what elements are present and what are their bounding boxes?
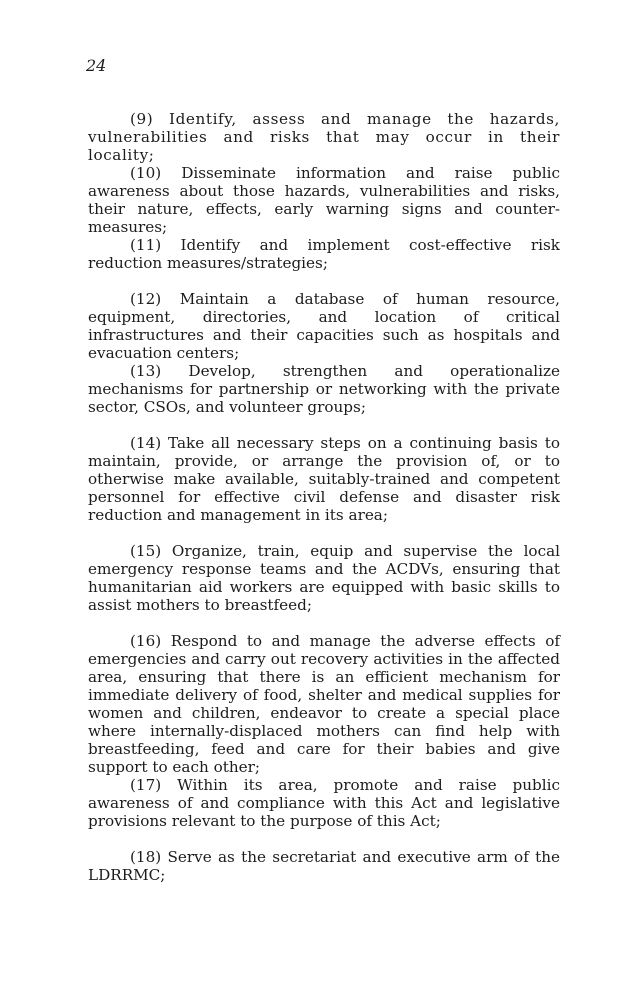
list-item-12: (12) Maintain a database of human resource, equipment, directories, and location of critical infrastructures and their capacities such as hospitals and evacuation centers; bbox=[88, 290, 560, 362]
list-item-16: (16) Respond to and manage the adverse effects of emergencies and carry out recovery activities in the affected area, ensuring that there is an efficient mechanism for immediate delivery of food, shelter and medical supplies for women and children, endeavor to create a special place where internally-displaced mothers can find help with breastfeeding, feed and care for their babies and give support to each other; bbox=[88, 632, 560, 776]
list-item-10: (10) Disseminate information and raise public awareness about those hazards, vulnerabilities and risks, their nature, effects, early warning signs and counter-measures; bbox=[88, 164, 560, 236]
list-item-14: (14) Take all necessary steps on a continuing basis to maintain, provide, or arrange the provision of, or to otherwise make available, suitably-trained and competent personnel for effective civil defense and disaster risk reduction and management in its area; bbox=[88, 434, 560, 524]
list-item-15: (15) Organize, train, equip and supervise the local emergency response teams and the ACDVs, ensuring that humanitarian aid workers are equipped with basic skills to assist mothers to breastfeed; bbox=[88, 542, 560, 614]
list-item-18: (18) Serve as the secretariat and executive arm of the LDRRMC; bbox=[88, 848, 560, 884]
list-item-13: (13) Develop, strengthen and operationalize mechanisms for partnership or networking with the private sector, CSOs, and volunteer groups; bbox=[88, 362, 560, 416]
list-item-9: (9) Identify, assess and manage the hazards, vulnerabilities and risks that may occur in their locality; bbox=[88, 110, 560, 164]
page-number: 24 bbox=[86, 56, 107, 75]
list-item-11: (11) Identify and implement cost-effective risk reduction measures/strategies; bbox=[88, 236, 560, 272]
list-item-17: (17) Within its area, promote and raise public awareness of and compliance with this Act and legislative provisions relevant to the purpose of this Act; bbox=[88, 776, 560, 830]
